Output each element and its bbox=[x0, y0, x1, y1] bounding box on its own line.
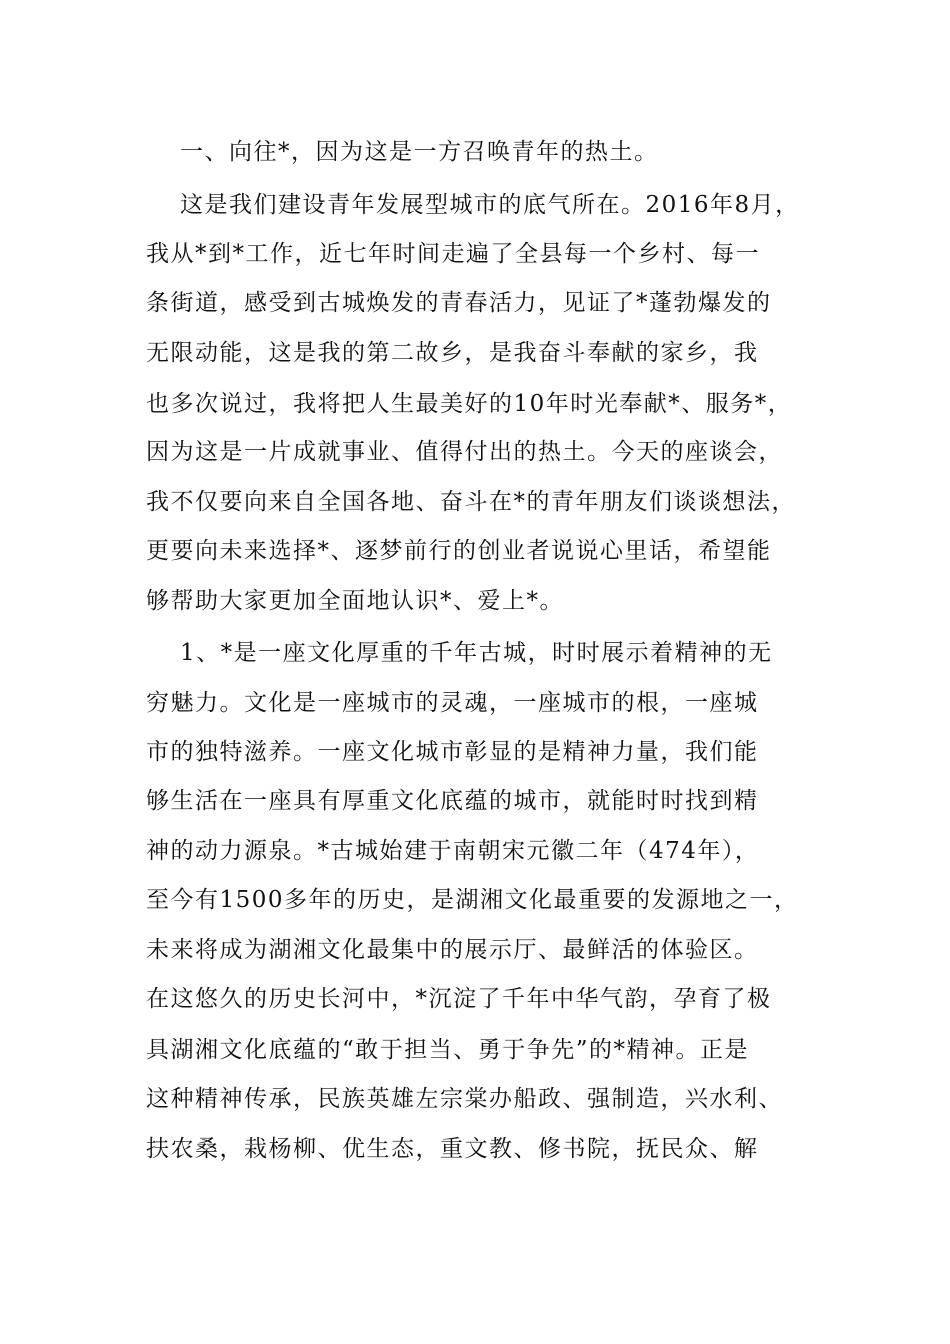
paragraph-line: 我从*到*工作，近七年时间走遍了全县每一个乡村、每一 bbox=[146, 241, 760, 267]
paragraph-line: 无限动能，这是我的第二故乡，是我奋斗奉献的家乡，我 bbox=[146, 340, 759, 366]
paragraph-line: 神的动力源泉。*古城始建于南朝宋元徽二年（474年）， bbox=[146, 838, 760, 864]
subsection-line: 1、*是一座文化厚重的千年古城，时时展示着精神的无 bbox=[180, 640, 773, 666]
paragraph-line: 市的独特滋养。一座文化城市彰显的是精神力量，我们能 bbox=[146, 739, 759, 765]
paragraph-line: 在这悠久的历史长河中，*沉淀了千年中华气韵，孕育了极 bbox=[146, 986, 772, 1012]
paragraph-line: 扶农桑，栽杨柳、优生态，重文教、修书院，抚民众、解 bbox=[146, 1136, 759, 1162]
paragraph-line: 至今有1500多年的历史，是湖湘文化最重要的发源地之一， bbox=[146, 887, 799, 913]
paragraph-line: 穷魅力。文化是一座城市的灵魂，一座城市的根，一座城 bbox=[146, 690, 759, 716]
paragraph-line: 具湖湘文化底蕴的“敢于担当、勇于争先”的*精神。正是 bbox=[146, 1037, 750, 1063]
paragraph-line: 我不仅要向来自全国各地、奋斗在*的青年朋友们谈谈想法， bbox=[146, 489, 796, 515]
paragraph-line: 未来将成为湖湘文化最集中的展示厅、最鲜活的体验区。 bbox=[146, 937, 759, 963]
section-heading: 一、向往*，因为这是一方召唤青年的热土。 bbox=[180, 139, 659, 165]
paragraph-line: 这种精神传承，民族英雄左宗棠办船政、强制造，兴水利、 bbox=[146, 1086, 783, 1112]
paragraph-line: 也多次说过，我将把人生最美好的10年时光奉献*、服务*， bbox=[146, 391, 793, 417]
paragraph-line: 够生活在一座具有厚重文化底蕴的城市，就能时时找到精 bbox=[146, 788, 759, 814]
paragraph-line: 这是我们建设青年发展型城市的底气所在。2016年8月， bbox=[180, 192, 800, 218]
paragraph-line: 够帮助大家更加全面地认识*、爱上*。 bbox=[146, 588, 564, 614]
paragraph-line: 条街道，感受到古城焕发的青春活力，见证了*蓬勃爆发的 bbox=[146, 290, 772, 316]
paragraph-line: 更要向未来选择*、逐梦前行的创业者说说心里话，希望能 bbox=[146, 538, 772, 564]
paragraph-line: 因为这是一片成就事业、值得付出的热土。今天的座谈会， bbox=[146, 439, 783, 465]
